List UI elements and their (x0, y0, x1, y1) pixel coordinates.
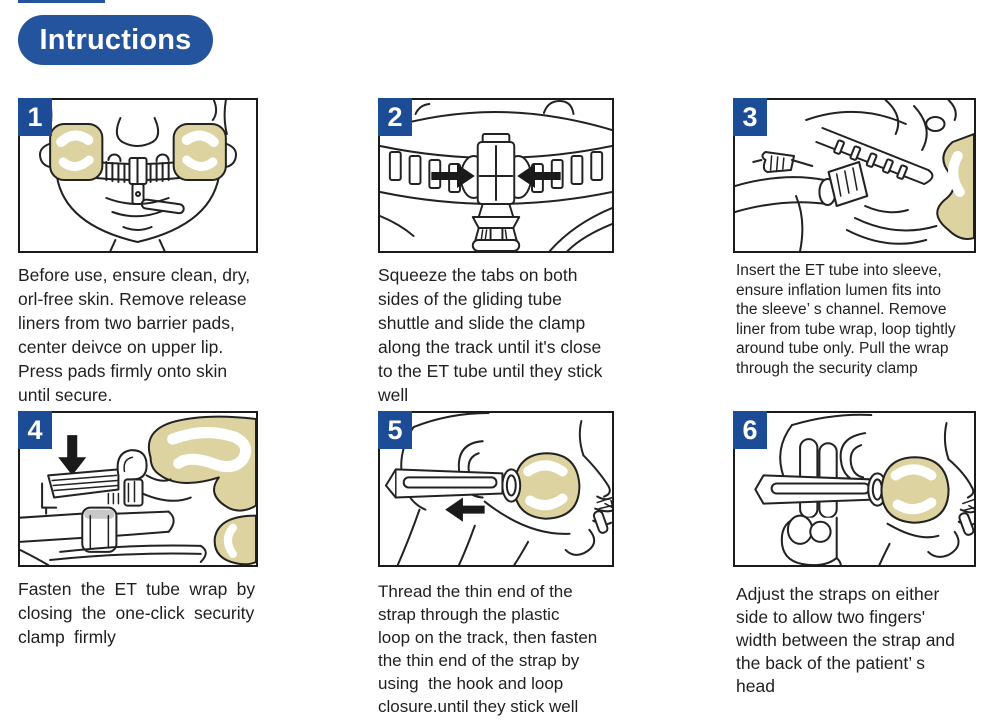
page-title-label: Intructions (39, 23, 192, 56)
arrow-down-icon (58, 435, 86, 475)
side-profile-strap-illustration (380, 413, 612, 565)
step-3-text: Insert the ET tube into sleeve, ensure inflation lumen fits into the sleeve’ s channel. Remove liner from tube wrap, loop tightly around tube only. Pull the wrap through the security clamp (736, 262, 956, 377)
step-3-panel (733, 98, 976, 253)
step-3-number-badge: 3 (733, 98, 767, 136)
step-5-number-badge: 5 (378, 411, 412, 449)
step-6-panel (733, 411, 976, 567)
step-2-panel (378, 98, 614, 253)
page-title (18, 15, 213, 65)
step-2-text: Squeeze the tabs on both sides of the gliding tube shuttle and slide the clamp along the track until it's close to the ET tube until they stick well (378, 265, 603, 405)
front-face-illustration (20, 100, 256, 251)
step-1-panel (18, 98, 258, 253)
step-4-panel (18, 411, 258, 567)
security-clamp (762, 152, 794, 172)
et-tube-sleeve-illustration (735, 100, 974, 251)
two-fingers-adjust-illustration (735, 413, 974, 565)
arrow-left-icon (445, 498, 484, 522)
step-1-text: Before use, ensure clean, dry, orl-free skin. Remove release liners from two barrier pads, center deivce on upper lip. Press pads firmly onto skin until secure. (18, 265, 251, 405)
et-tube (735, 177, 824, 186)
step-4-number-badge: 4 (18, 411, 52, 449)
step-5-text: Thread the thin end of the strap through the plastic loop on the track, then fasten the thin end of the strap by using the hook and loop closure.until they stick well (378, 582, 598, 716)
step-4-text: Fasten the ET tube wrap by closing the one-click security clamp firmly (18, 579, 256, 647)
top-edge-line (18, 0, 105, 3)
right-barrier-pad (174, 124, 226, 180)
left-barrier-pad (50, 124, 102, 180)
security-clamp-illustration (20, 413, 256, 565)
step-1-number-badge: 1 (18, 98, 52, 136)
step-6-text: Adjust the straps on either side to allow two fingers' width between the strap and the back of the patient’ s head (736, 584, 955, 696)
step-2-number-badge: 2 (378, 98, 412, 136)
step-6-number-badge: 6 (733, 411, 767, 449)
step-5-panel (378, 411, 614, 567)
shuttle-closeup-illustration (380, 100, 612, 251)
